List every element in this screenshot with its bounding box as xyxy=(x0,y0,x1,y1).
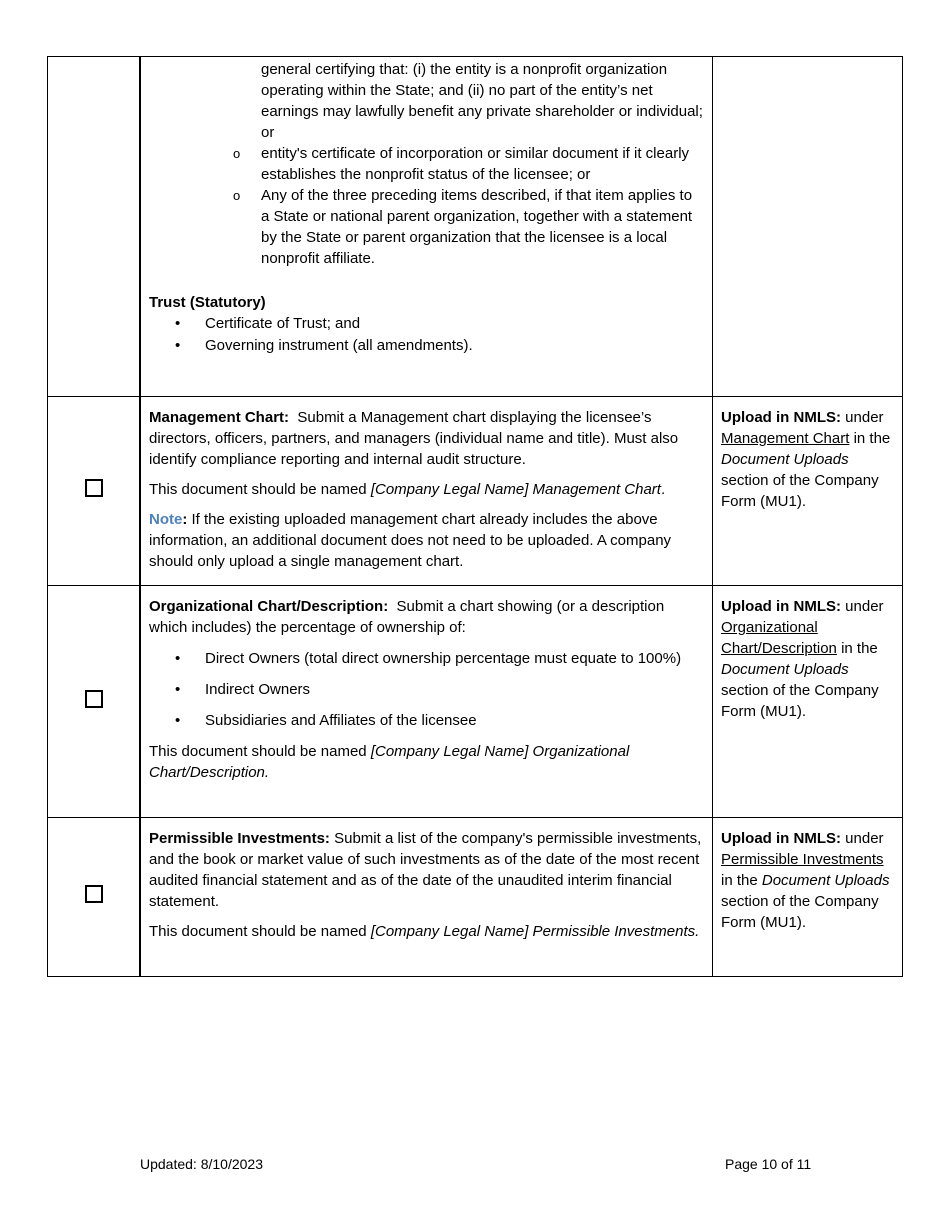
trust-document-list xyxy=(149,313,704,356)
document-checklist-table xyxy=(47,56,903,977)
organizational-chart-upload-link[interactable]: Organizational Chart/Description xyxy=(721,619,837,657)
list-item: • Certificate of Trust; and xyxy=(175,315,361,332)
list-item: • Direct Owners (total direct ownership percentage must equate to 100%) xyxy=(175,650,682,667)
list-item: general certifying that: (i) the entity is a nonprofit organization operating within the State; and (ii) no part of the entity’s net earnings may lawfully benefit any private shareholder or individual; or xyxy=(261,61,703,141)
list-item: o entity's certificate of incorporation or similar document if it clearly establishes the nonprofit status of the licensee; or xyxy=(233,145,690,183)
management-chart-note: Note: If the existing uploaded management chart already includes the above information, an additional document does not need to be uploaded. A company should only upload a single management chart. xyxy=(149,511,672,570)
table-row-nonprofit-trust xyxy=(48,57,903,397)
permissible-investments-checkbox[interactable] xyxy=(85,885,103,903)
footer-page-number: Page 10 of 11 xyxy=(725,1156,812,1172)
organizational-chart-upload-instructions: Upload in NMLS: under Organizational Chart/Description in the Document Uploads section of the Company Form (MU1). xyxy=(721,598,884,720)
management-chart-upload-instructions: Upload in NMLS: under Management Chart in the Document Uploads section of the Company Form (MU1). xyxy=(721,409,891,510)
table-row-permissible-investments xyxy=(48,818,903,977)
management-chart-upload-link[interactable]: Management Chart xyxy=(721,430,850,447)
management-chart-naming: This document should be named [Company Legal Name] Management Chart. xyxy=(149,481,666,498)
table-row-organizational-chart xyxy=(48,586,903,818)
organizational-chart-naming: This document should be named [Company Legal Name] Organizational Chart/Description. xyxy=(149,743,630,781)
list-item: o Any of the three preceding items described, if that item applies to a State or national parent organization, together with a statement by the State or parent organization that the licensee is a local nonprofit affiliate. xyxy=(233,187,693,267)
table-row-management-chart xyxy=(48,397,903,586)
organizational-chart-checkbox[interactable] xyxy=(85,690,103,708)
nonprofit-document-list xyxy=(149,59,704,269)
list-item: • Governing instrument (all amendments). xyxy=(175,337,473,354)
organizational-chart-description: Organizational Chart/Description: Submit a chart showing (or a description which includes) the percentage of ownership of: xyxy=(149,598,665,636)
trust-heading: Trust (Statutory) xyxy=(149,294,266,311)
ownership-list xyxy=(149,648,704,731)
list-item: • Indirect Owners xyxy=(175,681,311,698)
footer-updated-date: Updated: 8/10/2023 xyxy=(140,1156,263,1172)
management-chart-description: Management Chart: Submit a Management chart displaying the licensee’s directors, officers, partners, and managers (individual name and title). Must also identify compliance reporting and internal audit structure. xyxy=(149,409,679,468)
list-item: • Subsidiaries and Affiliates of the licensee xyxy=(175,712,477,729)
permissible-investments-upload-link[interactable]: Permissible Investments xyxy=(721,851,884,868)
permissible-investments-upload-instructions: Upload in NMLS: under Permissible Investments in the Document Uploads section of the Company Form (MU1). xyxy=(721,830,890,931)
management-chart-checkbox[interactable] xyxy=(85,479,103,497)
permissible-investments-naming: This document should be named [Company Legal Name] Permissible Investments. xyxy=(149,923,700,940)
permissible-investments-description: Permissible Investments: Submit a list of the company's permissible investments, and the book or market value of such investments as of the date of the most recent audited financial statement and as of the date of the unaudited interim financial statement. xyxy=(149,830,702,910)
checkbox-cell-empty xyxy=(48,57,141,397)
